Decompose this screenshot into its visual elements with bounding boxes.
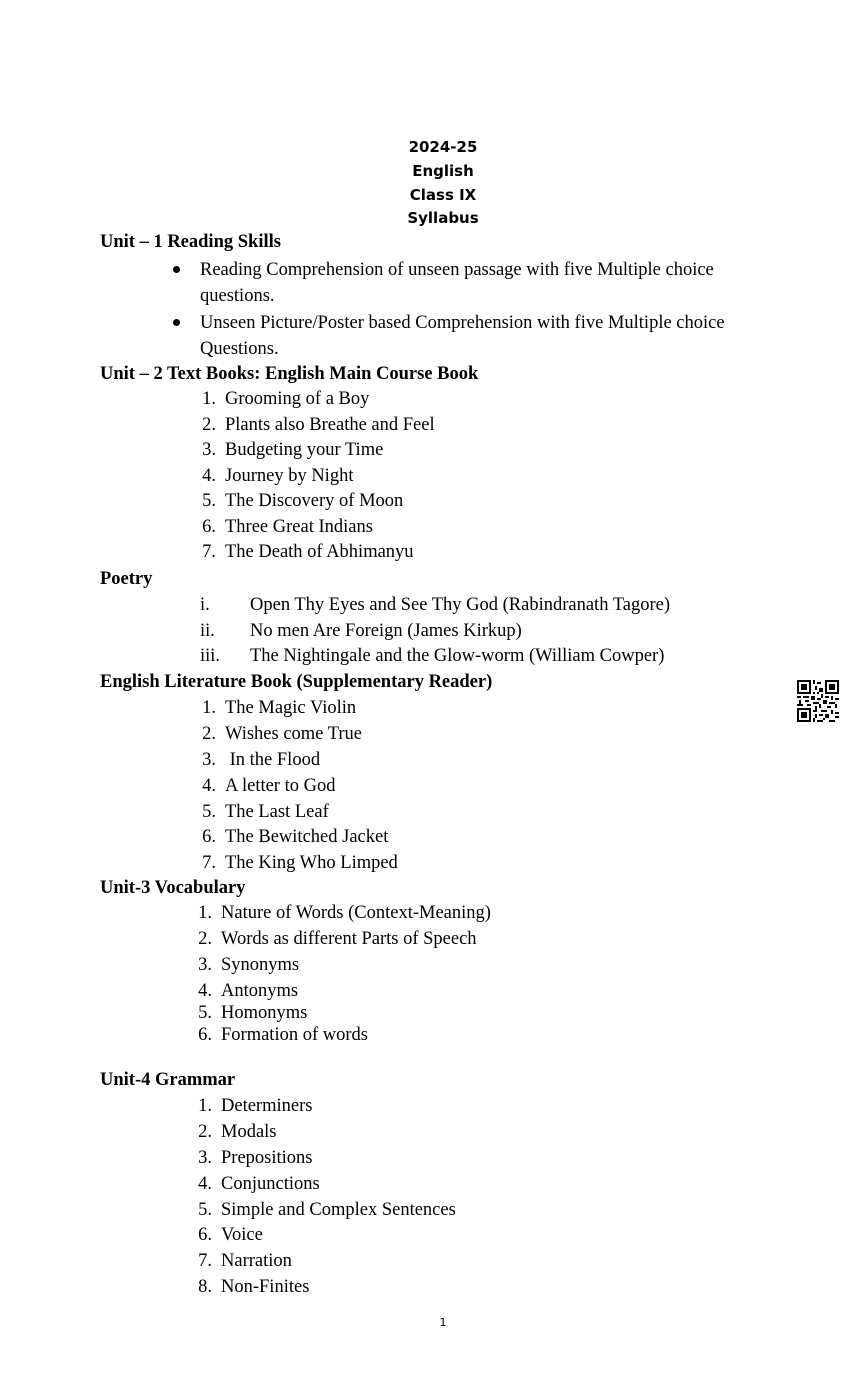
list-item-number: 7. — [202, 542, 216, 562]
list-item-text: Nature of Words (Context-Meaning) — [221, 903, 491, 923]
document-type: Syllabus — [407, 209, 479, 227]
list-item-number: 2. — [202, 724, 216, 744]
list-item-number: 7. — [202, 853, 216, 873]
list-item-number: ii. — [200, 621, 215, 641]
academic-year: 2024-25 — [408, 138, 478, 156]
unit1-bullet-text: Reading Comprehension of unseen passage with five Multiple choice questions. — [200, 260, 714, 306]
list-item-text: Prepositions — [221, 1148, 313, 1168]
list-item-number: 4. — [202, 466, 216, 486]
list-item-number: 6. — [202, 827, 216, 847]
list-item-text: Non-Finites — [221, 1277, 310, 1297]
qr-code-icon — [797, 680, 839, 722]
list-item-text: No men Are Foreign (James Kirkup) — [250, 621, 522, 641]
class-title: Class IX — [409, 186, 477, 204]
list-item-number: 1. — [202, 389, 216, 409]
list-item-number: 3. — [198, 1148, 212, 1168]
list-item-number: iii. — [200, 646, 221, 666]
poetry-heading: Poetry — [100, 569, 153, 589]
literature-heading: English Literature Book (Supplementary Reader) — [100, 672, 493, 692]
page-number: 1 — [439, 1316, 447, 1329]
list-item-number: 7. — [198, 1251, 212, 1271]
unit1-heading: Unit – 1 Reading Skills — [100, 232, 281, 252]
unit1-bullet-text: Unseen Picture/Poster based Comprehension with five Multiple choice Questions. — [200, 313, 725, 359]
list-item-text: Plants also Breathe and Feel — [225, 415, 435, 435]
list-item-text: Wishes come True — [225, 724, 362, 744]
unit2-heading: Unit – 2 Text Books: English Main Course Book — [100, 364, 479, 384]
list-item-text: Three Great Indians — [225, 517, 373, 537]
list-item-number: 6. — [198, 1025, 212, 1045]
bullet-icon — [173, 319, 180, 326]
list-item-number: 6. — [198, 1225, 212, 1245]
list-item-number: i. — [200, 595, 210, 615]
list-item-text: A letter to God — [225, 776, 336, 796]
list-item-text: Grooming of a Boy — [225, 389, 370, 409]
list-item-number: 1. — [202, 698, 216, 718]
list-item-text: The Death of Abhimanyu — [225, 542, 414, 562]
list-item-text: Words as different Parts of Speech — [221, 929, 477, 949]
unit1-bullet — [200, 310, 780, 362]
list-item-text: Open Thy Eyes and See Thy God (Rabindranath Tagore) — [250, 595, 670, 615]
list-item-number: 6. — [202, 517, 216, 537]
list-item-number: 5. — [198, 1003, 212, 1023]
list-item-text: Journey by Night — [225, 466, 354, 486]
list-item-text: Antonyms — [221, 981, 299, 1001]
unit1-bullet — [200, 257, 780, 309]
list-item-text: Determiners — [221, 1096, 313, 1116]
list-item-number: 5. — [202, 802, 216, 822]
list-item-text: Simple and Complex Sentences — [221, 1200, 456, 1220]
list-item-number: 5. — [198, 1200, 212, 1220]
list-item-text: Budgeting your Time — [225, 440, 384, 460]
list-item-text: The Magic Violin — [225, 698, 357, 718]
bullet-icon — [173, 266, 180, 273]
unit3-heading: Unit-3 Vocabulary — [100, 878, 246, 898]
list-item-number: 4. — [198, 1174, 212, 1194]
list-item-text: Formation of words — [221, 1025, 368, 1045]
list-item-number: 2. — [198, 1122, 212, 1142]
list-item-text: In the Flood — [225, 750, 321, 770]
list-item-text: Modals — [221, 1122, 277, 1142]
list-item-text: Conjunctions — [221, 1174, 320, 1194]
list-item-number: 3. — [202, 750, 216, 770]
list-item-number: 5. — [202, 491, 216, 511]
list-item-number: 4. — [202, 776, 216, 796]
list-item-text: The Last Leaf — [225, 802, 329, 822]
subject-title: English — [412, 162, 474, 180]
list-item-text: The King Who Limped — [225, 853, 398, 873]
list-item-text: Homonyms — [221, 1003, 308, 1023]
list-item-number: 1. — [198, 1096, 212, 1116]
list-item-text: The Discovery of Moon — [225, 491, 404, 511]
list-item-text: Voice — [221, 1225, 263, 1245]
list-item-number: 4. — [198, 981, 212, 1001]
list-item-number: 8. — [198, 1277, 212, 1297]
list-item-text: The Bewitched Jacket — [225, 827, 389, 847]
list-item-number: 1. — [198, 903, 212, 923]
list-item-text: Narration — [221, 1251, 292, 1271]
list-item-number: 3. — [198, 955, 212, 975]
list-item-text: The Nightingale and the Glow-worm (William Cowper) — [250, 646, 665, 666]
list-item-text: Synonyms — [221, 955, 300, 975]
list-item-number: 2. — [198, 929, 212, 949]
list-item-number: 2. — [202, 415, 216, 435]
unit4-heading: Unit-4 Grammar — [100, 1070, 236, 1090]
list-item-number: 3. — [202, 440, 216, 460]
